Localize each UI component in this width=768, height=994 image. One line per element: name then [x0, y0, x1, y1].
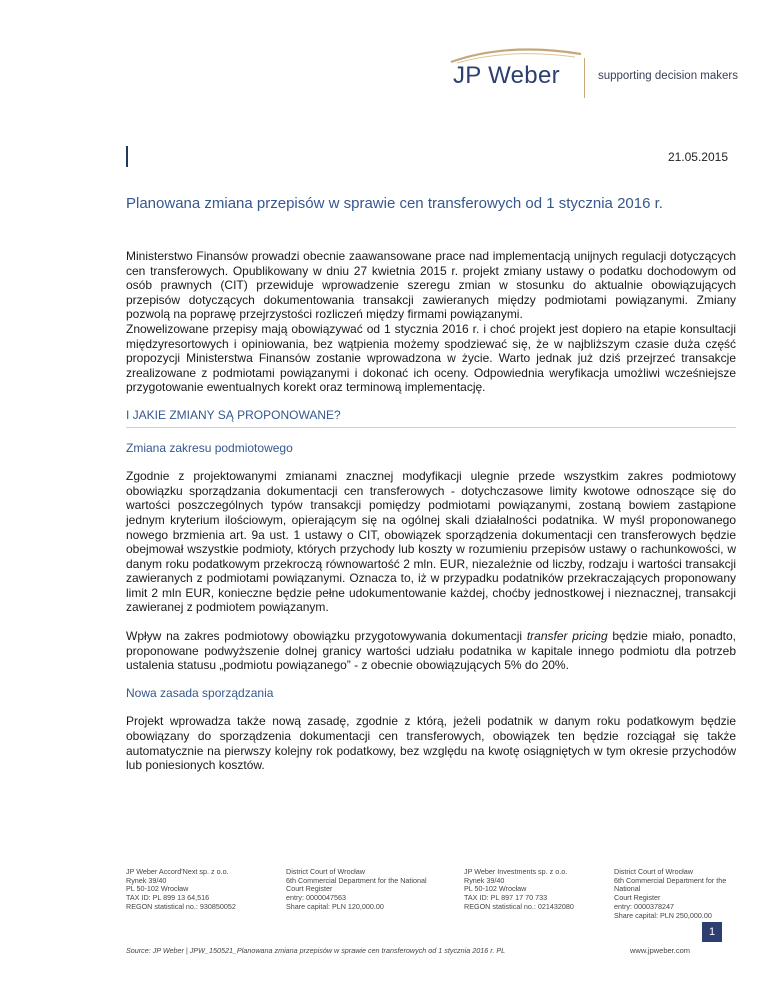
footer-line: Share capital: PLN 120,000.00 — [286, 901, 384, 911]
footer-column-2 — [286, 868, 427, 912]
document-body — [126, 249, 736, 773]
footer-line: Rynek 39/40 — [126, 875, 167, 885]
new-rule-paragraph: Projekt wprowadza także nową zasadę, zgodnie z którą, jeżeli podatnik w danym roku podatkowym będzie obowiązany do sporządzenia dokumentacji cen transferowych, obowiązek ten będzie rozciągał się także automatycznie na pierwszy kolejny rok podatkowy, bez względu na kwotę osiągniętych w tym okresie przychodów lub poniesionych kosztów. — [126, 714, 736, 773]
footer-line: JP Weber Accord'Next sp. z o.o. — [126, 867, 229, 876]
footer-line: 6th Commercial Department for the National — [286, 875, 427, 885]
footer-line: entry: 0000378247 — [614, 901, 674, 911]
logo-tagline: supporting decision makers — [598, 70, 738, 82]
scope-p2-italic: transfer pricing — [526, 629, 608, 644]
page-number-badge: 1 — [702, 922, 722, 942]
footer-column-4 — [614, 868, 726, 920]
footer-website-link[interactable]: www.jpweber.com — [630, 946, 691, 955]
subheading-scope-change: Zmiana zakresu podmiotowego — [126, 440, 293, 455]
intro-paragraph-2: Znowelizowane przepisy mają obowiązywać od 1 stycznia 2016 r. i choć projekt jest dopiero na etapie konsultacji międzyresortowych i opiniowania, bez wątpienia możemy spodziewać się, że w najbliższym czasie duża część propozycji Ministerstwa Finansów zostanie wprowadzona w życie. Warto jednak już dziś przejrzeć transakcje zrealizowane z podmiotami powiązanymi i dokonać ich oceny. Odpowiednia weryfikacja umożliwi wcześniejsze przygotowanie ewentualnych korekt oraz terminową implementację. — [126, 321, 736, 395]
footer-column-3 — [464, 868, 574, 912]
left-margin-marker — [126, 146, 128, 167]
footer-line: PL 50-102 Wrocław — [464, 884, 527, 894]
footer-line: 6th Commercial Department for the — [614, 875, 727, 885]
company-logo — [447, 46, 747, 102]
document-title: Planowana zmiana przepisów w sprawie cen transferowych od 1 stycznia 2016 r. — [126, 195, 663, 212]
scope-p2-part-b: będzie miało, ponadto, proponowane podwyższenie dolnej granicy wartości udziału podatnika w kapitale innego podmiotu dla potrzeb ustalenia statusu „podmiotu powiązanego” - z obecnie obowiązujących 5% do 20%. — [126, 629, 736, 673]
footer-line: Court Register — [614, 893, 661, 903]
intro-paragraph-1: Ministerstwo Finansów prowadzi obecnie zaawansowane prace nad implementacją unijnych regulacji dotyczących cen transferowych. Opublikowany w dniu 27 kwietnia 2015 r. projekt zmiany ustawy o podatku dochodowym od osób prawnych (CIT) przewiduje wprowadzenie szeregu zmian w stosunku do aktualnie obowiązujących przepisów dotyczących dokumentowania transakcji zawieranych między podmiotami powiązanymi. Zmiany pozwolą na poprawę przejrzystości rozliczeń między firmami powiązanymi. — [126, 249, 736, 322]
footer-line: District Court of Wrocław — [614, 867, 693, 876]
scope-change-paragraph-2 — [126, 629, 736, 673]
footer-source: Source: JP Weber | JPW_150521_Planowana zmiana przepisów w sprawie cen transferowych od 1 stycznia 2016 r. PL — [126, 946, 506, 955]
subheading-new-rule: Nowa zasada sporządzania — [126, 685, 274, 700]
footer-line: PL 50-102 Wrocław — [126, 884, 189, 894]
scope-p2-part-a: Wpływ na zakres podmiotowy obowiązku przygotowywania dokumentacji — [126, 629, 527, 644]
footer-line: REGON statistical no.: 021432080 — [464, 901, 574, 911]
footer-line: Court Register — [286, 884, 333, 894]
footer-line: Rynek 39/40 — [464, 875, 505, 885]
footer-line: REGON statistical no.: 930850052 — [126, 901, 236, 911]
scope-change-paragraph-1: Zgodnie z projektowanymi zmianami znacznej modyfikacji ulegnie przede wszystkim zakres podmiotowy obowiązku sporządzania dokumentacji cen transferowych - dotychczasowe limity kwotowe odnoszące się do wartości poszczególnych typów transakcji pomiędzy podmiotami powiązanymi, zostaną bowiem zastąpione jednym kryterium ilościowym, opierającym się na ogólnej skali działalności podatnika. W myśl proponowanego nowego brzmienia art. 9a ust. 1 ustawy o CIT, obowiązek sporządzenia dokumentacji cen transferowych będzie obejmował wszystkie podmioty, których przychody lub koszty w rozumieniu przepisów ustawy o rachunkowości, w danym roku podatkowym przekroczą równowartość 2 mln. EUR, niezależnie od liczby, rodzaju i wartości transakcji zawieranych z podmiotami powiązanymi. Oznacza to, iż w przypadku podatników przekraczających proponowany limit 2 mln EUR, konieczne będzie pełne udokumentowanie każdej, choćby jednostkowej i nieznacznej, transakcji zawieranej z podmiotem powiązanym. — [126, 469, 736, 615]
section-divider — [126, 427, 736, 428]
logo-divider — [584, 58, 585, 98]
footer-line: Share capital: PLN 250,000.00 — [614, 910, 712, 920]
footer-line: JP Weber Investments sp. z o.o. — [464, 867, 568, 876]
footer-line: District Court of Wrocław — [286, 867, 365, 876]
section-heading: I JAKIE ZMIANY SĄ PROPONOWANE? — [126, 407, 341, 422]
logo-text: JP Weber — [453, 62, 560, 89]
footer-line: TAX ID: PL 899 13 64,516 — [126, 893, 210, 903]
footer-line: TAX ID: PL 897 17 70 733 — [464, 893, 548, 903]
document-date: 21.05.2015 — [667, 150, 728, 164]
footer-line: National — [614, 884, 641, 894]
footer-line: entry: 0000047563 — [286, 893, 346, 903]
footer-column-1 — [126, 868, 236, 912]
